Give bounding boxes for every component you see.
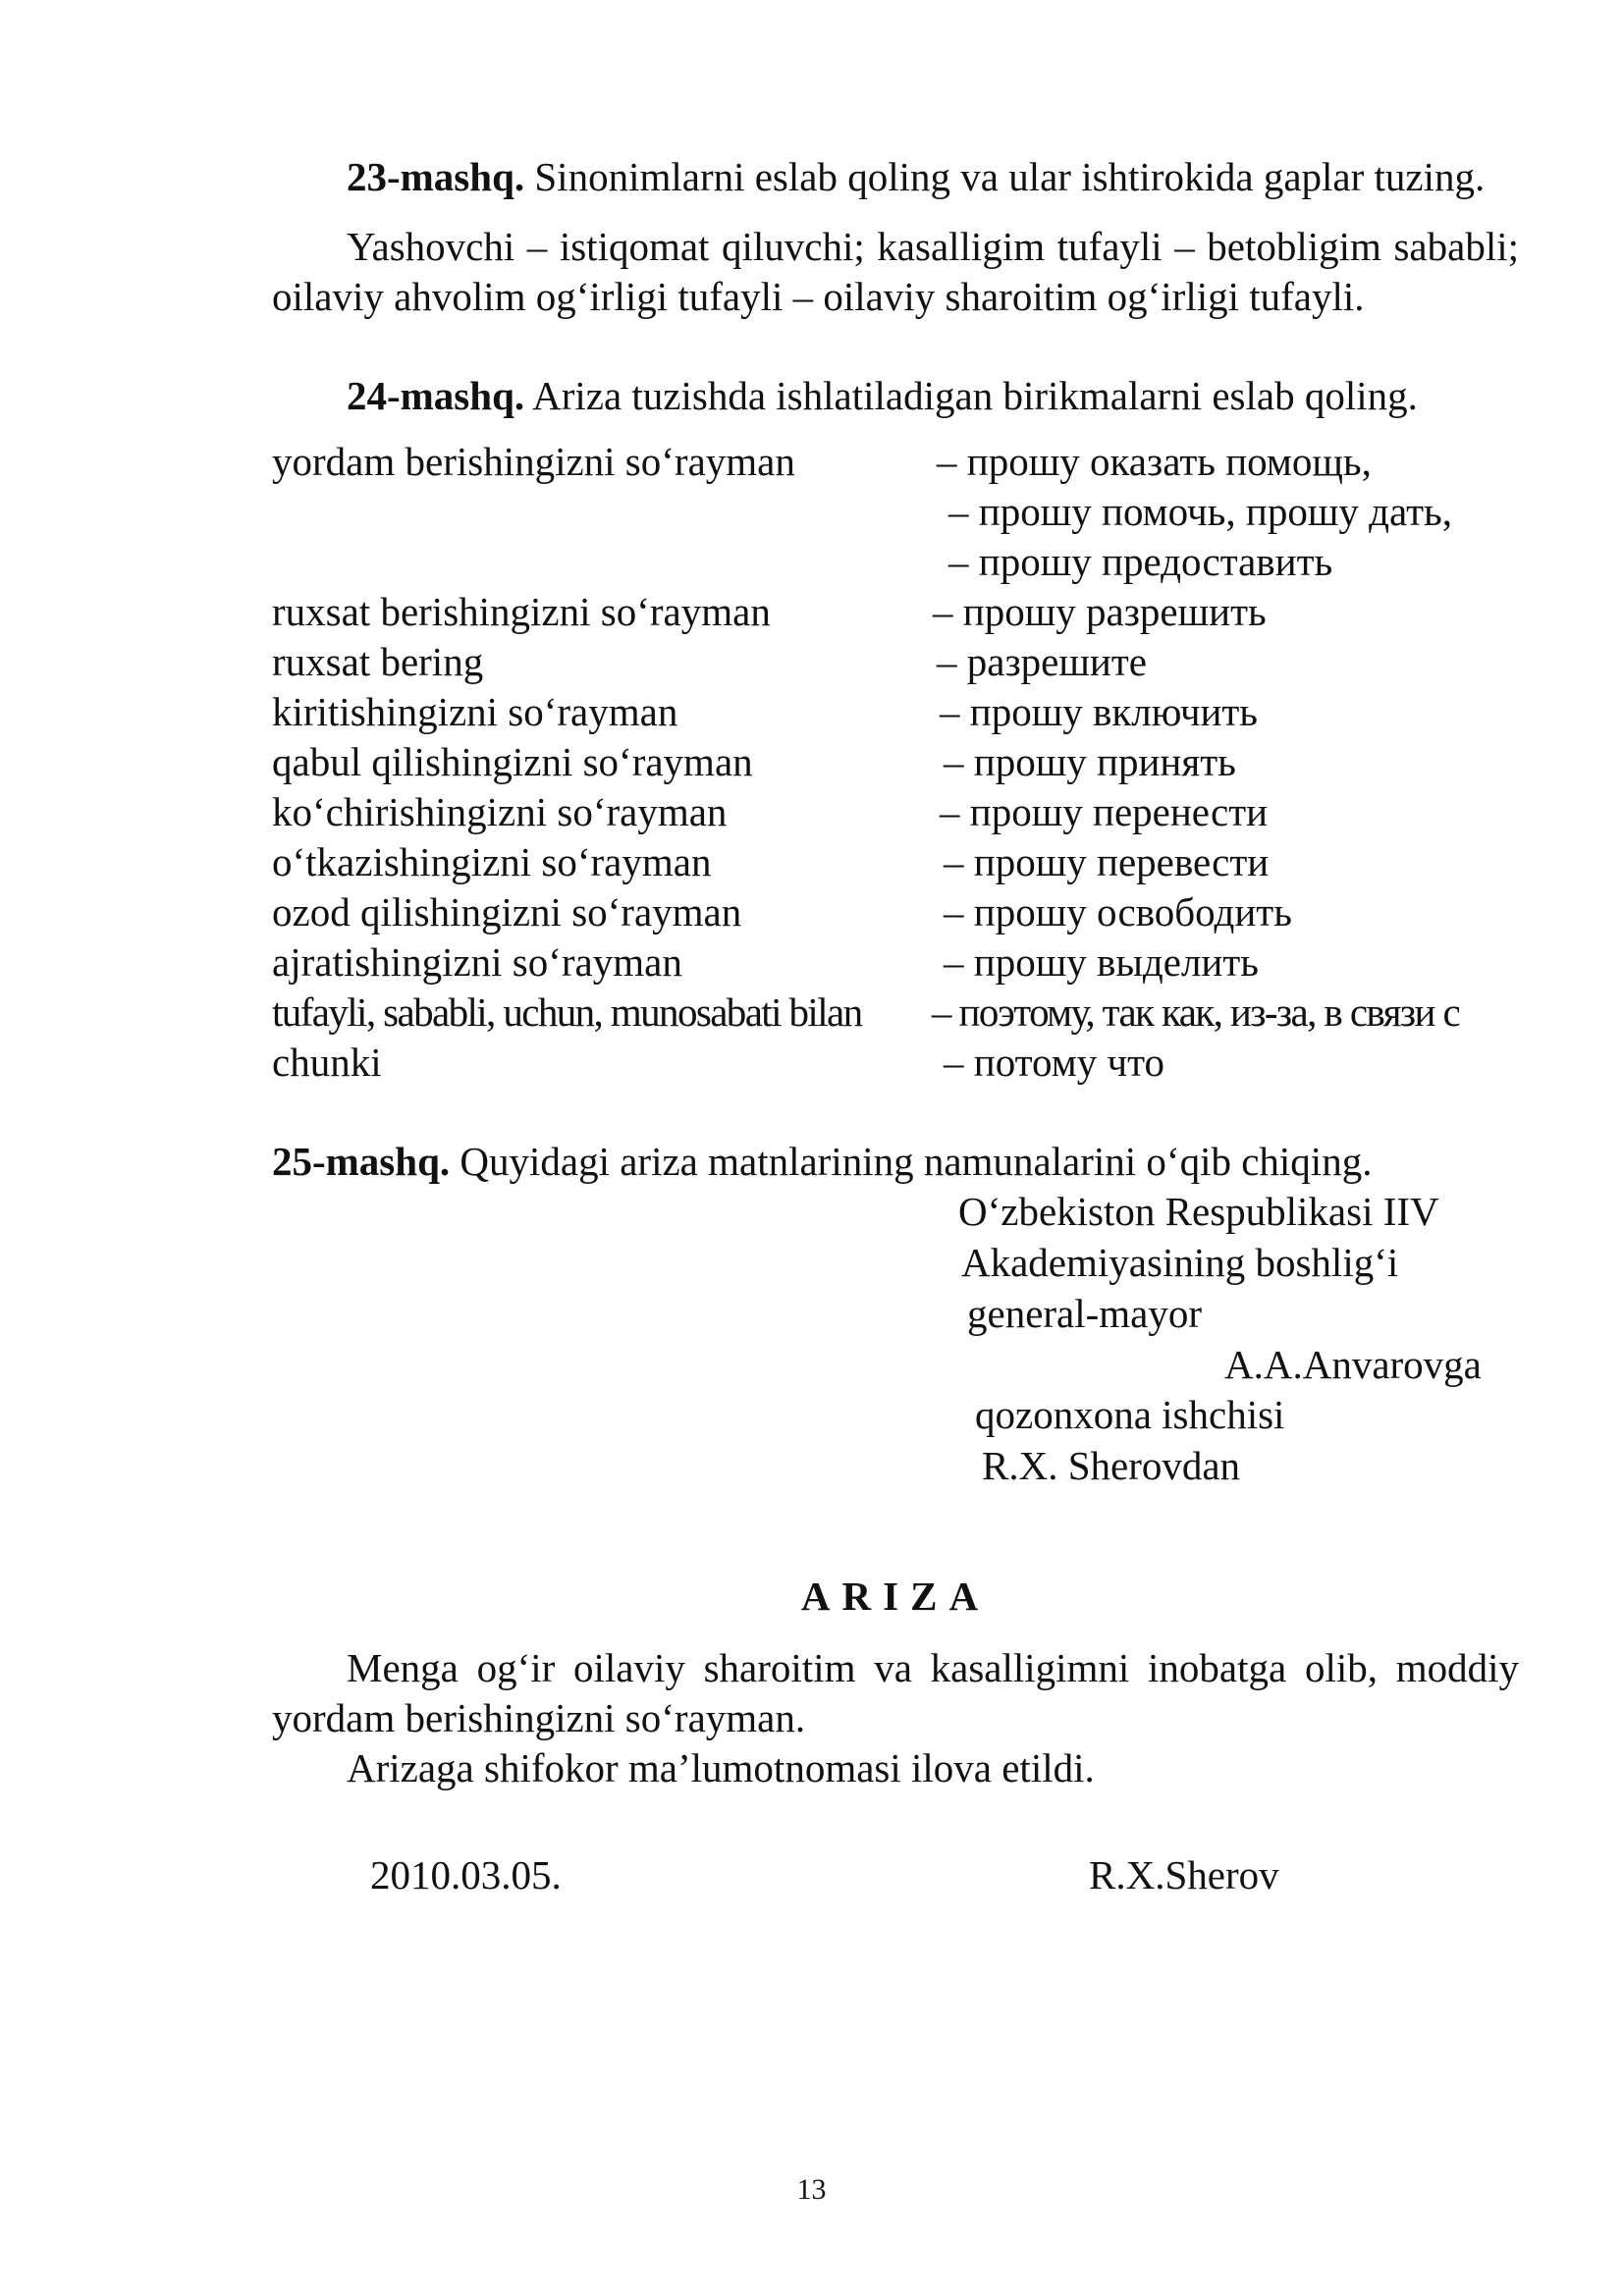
- phrase-row: [272, 787, 1519, 837]
- application-title: ARIZA: [800, 1574, 991, 1619]
- exercise-25-label: 25-mashq.: [272, 1139, 451, 1184]
- phrase-russian: – прошу помочь, прошу дать,: [948, 489, 1453, 534]
- phrase-row: [272, 487, 1519, 537]
- phrase-row: [272, 437, 1519, 487]
- phrase-row: [272, 587, 1519, 637]
- address-line: O‘zbekiston Respublikasi IIV: [958, 1189, 1439, 1234]
- exercise-23-text: Yashovchi – istiqomat qiluvchi; kasalligim tufayli – betobligim sababli; oilaviy ahvolim og‘irligi tufayli – oilaviy sharoitim og‘irligi tufayli.: [272, 224, 1519, 319]
- phrase-russian: – прошу оказать помощь,: [937, 439, 1372, 484]
- address-line: general-mayor: [967, 1291, 1203, 1336]
- date-signature-line: [272, 1850, 1519, 1900]
- phrase-russian: – прошу освободить: [944, 889, 1292, 934]
- phrase-russian: – прошу принять: [944, 739, 1236, 784]
- exercise-24-label: 24-mashq.: [347, 373, 525, 418]
- phrase-row: [272, 1038, 1519, 1088]
- application-date: 2010.03.05.: [370, 1852, 562, 1897]
- application-body: Menga og‘ir oilaviy sharoitim va kasalligimni inobatga olib, moddiy yordam berishingizni so‘rayman.: [272, 1645, 1519, 1740]
- phrase-russian: – потому что: [944, 1040, 1164, 1085]
- phrase-russian: – прошу выделить: [944, 939, 1259, 985]
- phrase-russian: – прошу разрешить: [933, 589, 1267, 634]
- phrase-russian: – прошу предоставить: [948, 539, 1333, 584]
- address-line: R.X. Sherovdan: [982, 1443, 1241, 1488]
- phrase-russian: – поэтому, так как, из-за, в связи с: [932, 989, 1460, 1035]
- phrase-list: [272, 437, 1519, 1088]
- exercise-23-task: Sinonimlarni eslab qoling va ular ishtirokida gaplar tuzing.: [524, 154, 1486, 199]
- phrase-russian: – прошу перенести: [940, 789, 1269, 834]
- phrase-row: [272, 988, 1519, 1038]
- phrase-uzbek: tufayli, sababli, uchun, munosabati bilan: [272, 989, 862, 1035]
- phrase-uzbek: o‘tkazishingizni so‘rayman: [272, 839, 712, 884]
- exercise-24-task: Ariza tuzishda ishlatiladigan birikmalarni eslab qoling.: [524, 373, 1418, 418]
- phrase-uzbek: kiritishingizni so‘rayman: [272, 689, 678, 734]
- phrase-uzbek: ajratishingizni so‘rayman: [272, 939, 682, 985]
- address-line: qozonxona ishchisi: [975, 1392, 1285, 1437]
- phrase-row: [272, 637, 1519, 687]
- address-line: Akademiyasining boshlig‘i: [961, 1240, 1399, 1285]
- phrase-row: [272, 837, 1519, 887]
- address-line: A.A.Anvarovga: [1224, 1342, 1482, 1387]
- phrase-uzbek: yordam berishingizni so‘rayman: [272, 439, 795, 484]
- phrase-russian: – прошу включить: [940, 689, 1258, 734]
- phrase-russian: – прошу перевести: [944, 839, 1270, 884]
- phrase-uzbek: chunki: [272, 1040, 382, 1085]
- exercise-23-label: 23-mashq.: [347, 154, 525, 199]
- page-number: 13: [796, 2173, 827, 2206]
- application-address-block: [272, 1187, 1519, 1491]
- exercise-24-heading: [272, 371, 1519, 421]
- phrase-russian: – разрешите: [937, 639, 1147, 684]
- exercise-25-heading: [272, 1137, 1519, 1187]
- phrase-row: [272, 537, 1519, 587]
- phrase-uzbek: ruxsat berishingizni so‘rayman: [272, 589, 771, 634]
- phrase-uzbek: qabul qilishingizni so‘rayman: [272, 739, 753, 784]
- phrase-row: [272, 737, 1519, 787]
- phrase-uzbek: ozod qilishingizni so‘rayman: [272, 889, 742, 934]
- phrase-row: [272, 937, 1519, 988]
- exercise-25-task: Quyidagi ariza matnlarining namunalarini o‘qib chiqing.: [450, 1139, 1373, 1184]
- application-attachment-note: Arizaga shifokor ma’lumotnomasi ilova etildi.: [347, 1745, 1095, 1790]
- page-content: [272, 152, 1519, 1900]
- exercise-23-heading: [272, 152, 1519, 202]
- phrase-uzbek: ruxsat bering: [272, 639, 484, 684]
- applicant-signature: R.X.Sherov: [1089, 1852, 1279, 1897]
- phrase-uzbek: ko‘chirishingizni so‘rayman: [272, 789, 728, 834]
- phrase-row: [272, 887, 1519, 937]
- phrase-row: [272, 687, 1519, 737]
